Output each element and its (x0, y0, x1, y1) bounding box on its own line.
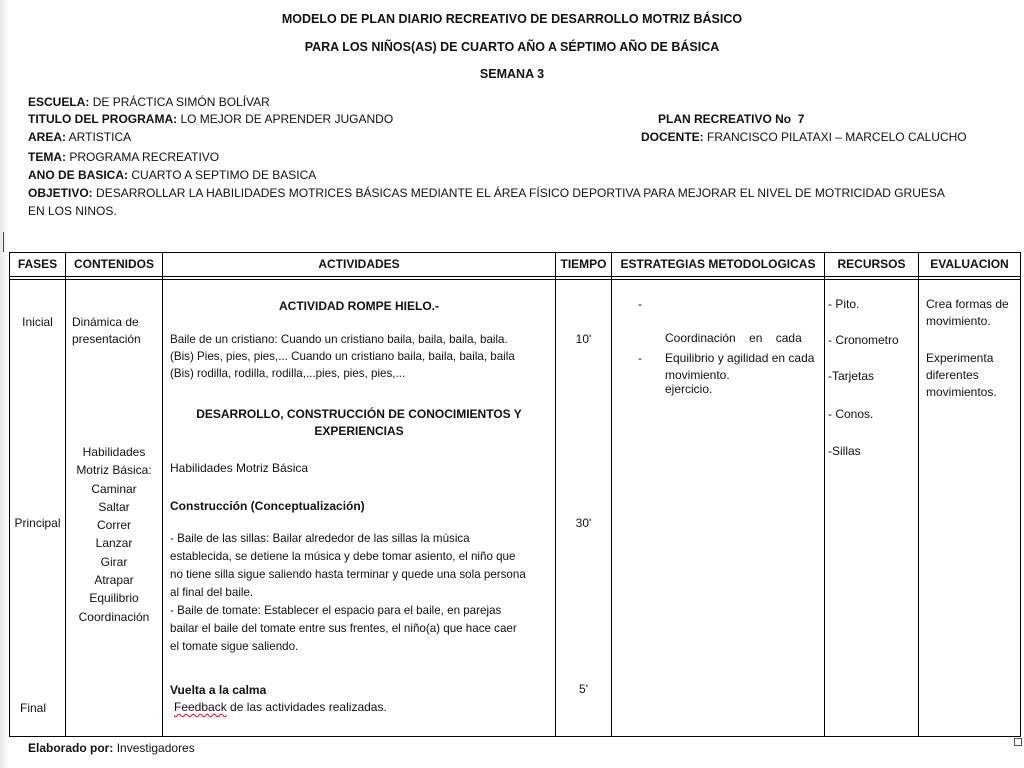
activity-line: Baile de un cristiano: Cuando un cristiano baila, baila, baila, baila. (170, 333, 508, 346)
activity-line: no tiene silla sigue saliendo hasta terminar y quede una sola persona (170, 568, 526, 581)
week-label: SEMANA 3 (479, 67, 545, 81)
contenido-line: Habilidades (82, 445, 146, 459)
contenido-line: Caminar (91, 481, 137, 496)
docente-value: FRANCISCO PILATAXI – MARCELO CALUCHO (707, 130, 967, 144)
construccion-title: Construcción (Conceptualización) (170, 499, 365, 513)
contenido-line: presentación (72, 332, 141, 346)
fase-final: Final (20, 701, 47, 715)
area-label: AREA: (28, 130, 66, 144)
header-fases: FASES (17, 257, 58, 271)
table-divider (918, 253, 919, 736)
titulo-line (28, 111, 393, 128)
area-line (28, 129, 131, 146)
recurso-cronometro: - Cronometro (828, 333, 899, 347)
contenido-line: Coordinación (78, 609, 150, 624)
recurso-tarjetas: -Tarjetas (828, 369, 875, 383)
estrategia-item (665, 350, 814, 384)
margin-mark (3, 232, 4, 252)
contenido-line: Equilibrio (89, 591, 139, 606)
tiempo-principal: 30' (575, 516, 592, 530)
plan-number-line (658, 111, 804, 128)
contenido-line: Dinámica de (72, 315, 139, 329)
recurso-sillas: -Sillas (828, 444, 861, 458)
contenido-line: Girar (100, 554, 128, 569)
contenido-line: Lanzar (95, 536, 133, 551)
activity-line: al final del baile. (170, 586, 254, 599)
objetivo-value: DESARROLLAR LA HABILIDADES MOTRICES BÁSICAS MEDIANTE EL ÁREA FÍSICO DEPORTIVA PARA MEJORAR EL NIVEL DE MOTRICIDAD GRUESA (96, 186, 945, 200)
resize-handle[interactable] (1014, 738, 1022, 746)
docente-label: DOCENTE: (641, 130, 704, 144)
header-contenidos: CONTENIDOS (73, 257, 154, 271)
fase-inicial: Inicial (22, 315, 53, 329)
tema-line (28, 149, 219, 166)
evaluacion-line: Crea formas de (926, 297, 1009, 311)
rompe-hielo-text (170, 331, 515, 382)
tiempo-inicial: 10' (575, 332, 592, 346)
header-estrategias: ESTRATEGIAS METODOLOGICAS (620, 257, 816, 271)
contenido-line: Atrapar (94, 573, 134, 588)
fase-principal: Principal (14, 516, 61, 530)
table-divider (611, 253, 612, 736)
recurso-conos: - Conos. (828, 407, 874, 421)
desarrollo-title (163, 406, 555, 440)
escuela-line (28, 94, 270, 111)
ano-value: CUARTO A SEPTIMO DE BASICA (131, 168, 317, 182)
estrategia-bullet: - (638, 297, 642, 311)
elaborado-label: Elaborado por: (28, 741, 114, 755)
estrategia-line: ejercicio. (665, 382, 713, 396)
header-actividades: ACTIVIDADES (318, 257, 400, 271)
contenido-line: Saltar (98, 499, 130, 514)
vuelta-calma-title: Vuelta a la calma (170, 683, 267, 697)
activity-line: el tomate sigue saliendo. (170, 640, 299, 653)
ano-label: ANO DE BASICA: (28, 168, 129, 182)
escuela-label: ESCUELA: (28, 95, 90, 109)
estrategia-line: Equilibrio y agilidad en cada (665, 351, 815, 365)
plan-number: 7 (797, 112, 805, 126)
page-edge-shadow (0, 0, 8, 768)
elaborado-value: Investigadores (116, 741, 195, 755)
elaborado-line (28, 740, 195, 757)
tema-label: TEMA: (28, 150, 66, 164)
evaluacion-line: movimiento. (926, 314, 991, 328)
header-rule (10, 279, 1020, 280)
table-divider (162, 253, 163, 736)
escuela-value: DE PRÁCTICA SIMÓN BOLÍVAR (92, 95, 270, 109)
activity-line: - Baile de tomate: Establecer el espacio para el baile, en parejas (170, 604, 502, 617)
docente-line (641, 129, 967, 146)
contenido-line: Motriz Básica: (76, 463, 152, 478)
activity-line: - Baile de las sillas: Bailar alrededor de las sillas la música (170, 532, 470, 545)
recurso-pito: - Pito. (828, 297, 860, 311)
feedback-rest: de las actividades realizadas. (226, 700, 387, 714)
desarrollo-title-line: DESARROLLO, CONSTRUCCIÓN DE CONOCIMIENTOS Y (196, 407, 522, 421)
header-tiempo: TIEMPO (560, 257, 607, 271)
rompe-hielo-title: ACTIVIDAD ROMPE HIELO.- (278, 299, 439, 313)
estrategia-bullet: - (638, 351, 642, 365)
titulo-label: TITULO DEL PROGRAMA: (28, 112, 178, 126)
evaluacion-line: movimientos. (926, 385, 997, 399)
evaluacion-line: diferentes (926, 368, 979, 382)
objetivo-label: OBJETIVO: (28, 186, 93, 200)
area-value: ARTISTICA (68, 130, 132, 144)
evaluacion-line: Experimenta (926, 351, 994, 365)
ano-line (28, 167, 316, 184)
titulo-value: LO MEJOR DE APRENDER JUGANDO (180, 112, 394, 126)
objetivo-line-2: EN LOS NINOS. (28, 204, 117, 218)
objetivo-line (28, 185, 945, 202)
feedback-word: Feedback (174, 700, 227, 714)
habilidades-label: Habilidades Motriz Básica (170, 461, 309, 475)
tiempo-final: 5' (579, 682, 588, 696)
plan-table (9, 252, 1021, 737)
contenido-inicial (72, 314, 141, 348)
tema-value: PROGRAMA RECREATIVO (69, 150, 220, 164)
baile-sillas-text (170, 530, 526, 656)
contenido-principal (66, 443, 162, 626)
activity-line: (Bis) Pies, pies, pies,... Cuando un cristiano baila, baila, baila, baila (170, 350, 515, 363)
table-divider (555, 253, 556, 736)
activity-line: bailar el baile del tomate entre sus frentes, el niño(a) que hace caer (170, 622, 517, 635)
header-recursos: RECURSOS (837, 257, 906, 271)
plan-label: PLAN RECREATIVO No (658, 112, 792, 126)
activity-line: establecida, se detiene la música y debe tomar asiento, el niño que (170, 550, 516, 563)
evaluacion-item (926, 296, 1009, 330)
header-evaluacion: EVALUACION (930, 257, 1009, 271)
desarrollo-title-line: EXPERIENCIAS (314, 424, 404, 438)
estrategia-line: movimiento. (665, 368, 730, 382)
document-title: MODELO DE PLAN DIARIO RECREATIVO DE DESARROLLO MOTRIZ BÁSICO (281, 12, 743, 26)
table-divider (824, 253, 825, 736)
feedback-line (174, 699, 387, 716)
estrategia-line: Coordinación en cada (665, 331, 802, 345)
evaluacion-item (926, 350, 997, 401)
document-subtitle: PARA LOS NIÑOS(AS) DE CUARTO AÑO A SÉPTIMO AÑO DE BÁSICA (304, 40, 720, 54)
contenido-line: Correr (96, 518, 131, 533)
activity-line: (Bis) rodilla, rodilla, rodilla,...pies, pies, pies,... (170, 367, 406, 380)
